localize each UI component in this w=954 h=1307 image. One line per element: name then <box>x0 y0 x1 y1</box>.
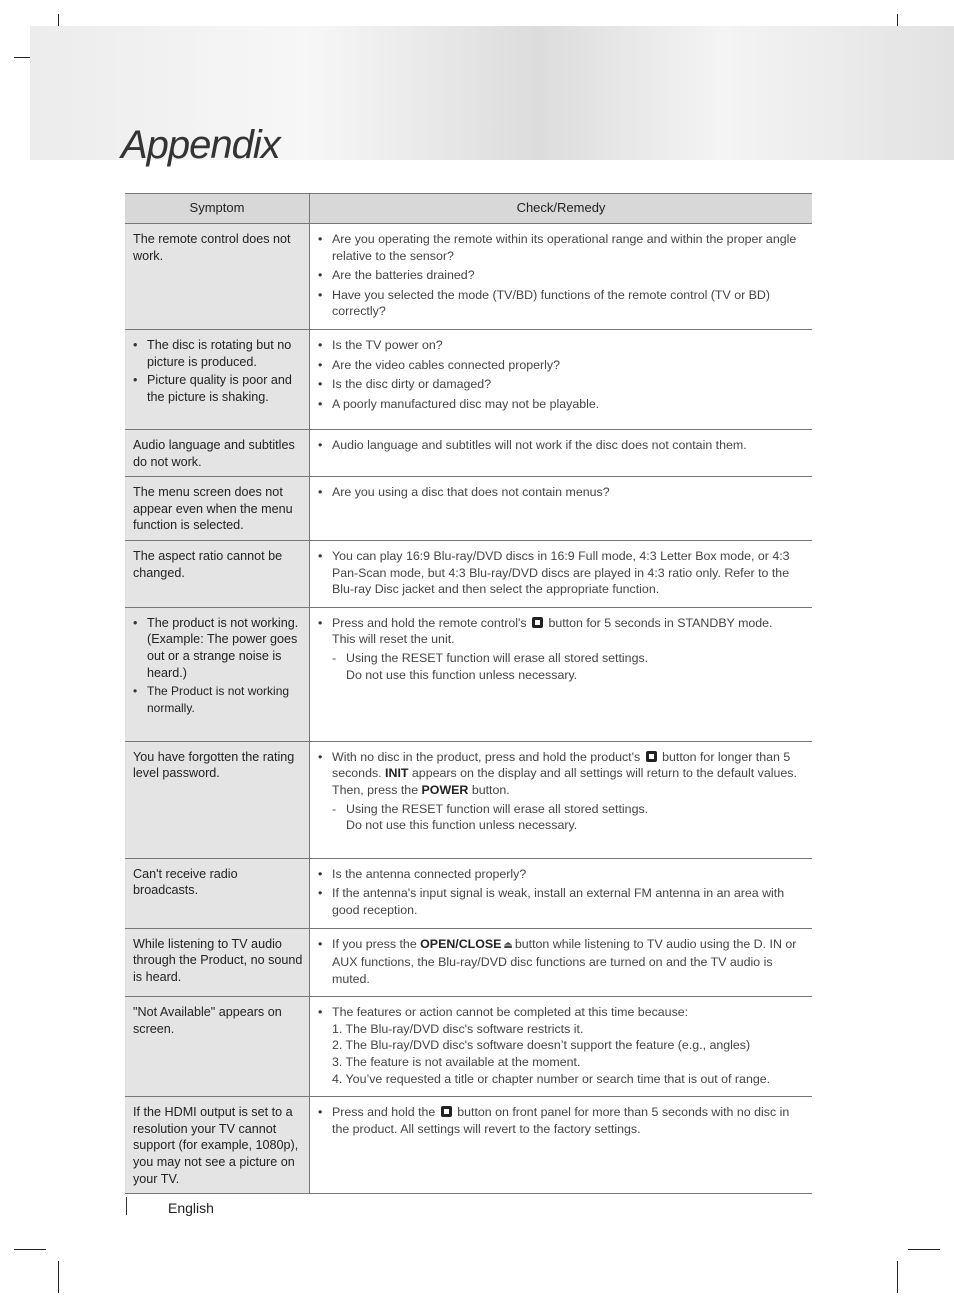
power-keyword: POWER <box>421 782 469 797</box>
crop-mark <box>897 1261 898 1293</box>
remedy-note: - Using the RESET function will erase all stored settings. Do not use this function unless necessary. <box>332 650 804 683</box>
crop-mark <box>58 1261 59 1293</box>
symptom-cell: Can't receive radio broadcasts. <box>125 858 310 928</box>
remedy-text: Then, press the <box>332 782 419 797</box>
list-item: • If the antenna's input signal is weak, install an external FM antenna in an area with good reception. <box>318 885 804 918</box>
remedy-cell <box>310 858 813 928</box>
remedy-header: Check/Remedy <box>310 194 813 224</box>
remedy-text: Press and hold the <box>332 1105 436 1120</box>
table-row <box>125 741 812 858</box>
reason-item: 4. You’ve requested a title or chapter number or search time that is out of range. <box>332 1071 771 1086</box>
symptom-header: Symptom <box>125 194 310 224</box>
crop-mark <box>14 1249 46 1250</box>
remedy-cell <box>310 607 813 741</box>
remedy-text: button for 5 seconds in STANDBY mode. <box>548 615 773 630</box>
remedy-text: button while listening to TV audio using the D. IN or AUX functions, the Blu-ray/DVD disc functions are turned on and the TV audio is muted. <box>332 936 797 986</box>
note-text: Do not use this function unless necessary. <box>346 667 578 682</box>
table-row <box>125 928 812 997</box>
note-text: Do not use this function unless necessary. <box>346 818 578 833</box>
remedy-cell <box>310 329 813 429</box>
stop-button-icon <box>532 617 543 628</box>
footer-language: English <box>168 1200 214 1216</box>
remedy-cell <box>310 429 813 476</box>
symptom-cell: You have forgotten the rating level password. <box>125 741 310 858</box>
symptom-cell: Audio language and subtitles do not work. <box>125 429 310 476</box>
remedy-text: appears on the display and all settings will return to the default values. <box>411 766 797 781</box>
remedy-text: Press and hold the remote control's <box>332 615 527 630</box>
stop-button-icon <box>441 1106 452 1117</box>
table-row <box>125 1097 812 1194</box>
table-row <box>125 429 812 476</box>
table-row <box>125 329 812 429</box>
list-item <box>318 936 804 988</box>
remedy-cell <box>310 741 813 858</box>
symptom-cell <box>125 607 310 741</box>
list-item: • Is the disc dirty or damaged? <box>318 376 804 393</box>
symptom-cell <box>125 329 310 429</box>
list-item: • Are you operating the remote within its operational range and within the proper angle relative to the sensor? <box>318 231 804 264</box>
table-row <box>125 997 812 1097</box>
remedy-text: button on front panel for more than 5 seconds with no disc in the product. All settings will revert to the factory settings. <box>332 1105 790 1136</box>
list-item: • The Product is not working normally. <box>133 683 303 716</box>
list-item: • Picture quality is poor and the picture is shaking. <box>133 372 303 405</box>
stop-button-icon <box>646 751 657 762</box>
remedy-text: If you press the <box>332 936 417 951</box>
symptom-cell: If the HDMI output is set to a resolution your TV cannot support (for example, 1080p), you may not see a picture on your TV. <box>125 1097 310 1194</box>
symptom-cell: While listening to TV audio through the Product, no sound is heard. <box>125 928 310 997</box>
symptom-text: • The product is not working. <box>147 615 299 630</box>
page-title: Appendix <box>121 123 280 167</box>
eject-icon: ⏏ <box>503 939 513 951</box>
list-item <box>318 1104 804 1137</box>
table-row <box>125 858 812 928</box>
table-row <box>125 607 812 741</box>
remedy-text: • The features or action cannot be completed at this time because: <box>332 1005 689 1020</box>
footer-divider <box>126 1197 127 1215</box>
remedy-note: - Using the RESET function will erase all stored settings. Do not use this function unless necessary. <box>332 801 804 834</box>
reason-item: 2. The Blu-ray/DVD disc's software doesn’t support the feature (e.g., angles) <box>332 1038 751 1053</box>
symptom-cell: The menu screen does not appear even when the menu function is selected. <box>125 477 310 541</box>
note-text: Using the RESET function will erase all stored settings. <box>346 801 649 816</box>
list-item: • Have you selected the mode (TV/BD) functions of the remote control (TV or BD) correctly? <box>318 287 804 320</box>
remedy-cell <box>310 1097 813 1194</box>
reason-item: 1. The Blu-ray/DVD disc's software restricts it. <box>332 1021 584 1036</box>
list-item: • The disc is rotating but no picture is produced. <box>133 337 303 370</box>
list-item: • A poorly manufactured disc may not be playable. <box>318 396 804 413</box>
list-item <box>133 615 303 681</box>
list-item: • Audio language and subtitles will not work if the disc does not contain them. <box>318 437 804 454</box>
remedy-cell <box>310 224 813 330</box>
list-item: • You can play 16:9 Blu-ray/DVD discs in 16:9 Full mode, 4:3 Letter Box mode, or 4:3 Pan-Scan mode, but 4:3 Blu-ray/DVD discs are played in 4:3 ratio only. Refer to the Blu-ray Disc jacket and then select the appropriate function. <box>318 548 804 598</box>
table-header-row <box>125 194 812 224</box>
list-item <box>318 615 804 683</box>
troubleshooting-table <box>125 193 812 1194</box>
reason-item: 3. The feature is not available at the moment. <box>332 1055 581 1070</box>
note-text: Using the RESET function will erase all stored settings. <box>346 650 649 665</box>
remedy-cell <box>310 540 813 607</box>
open-close-keyword: OPEN/CLOSE <box>420 936 502 951</box>
list-item: • Are the video cables connected properly? <box>318 357 804 374</box>
remedy-text: button for longer than 5 seconds. <box>332 749 791 781</box>
list-item: • Is the antenna connected properly? <box>318 866 804 883</box>
list-item: • Are the batteries drained? <box>318 267 804 284</box>
remedy-text: With no disc in the product, press and hold the product's <box>332 749 641 764</box>
symptom-cell: The remote control does not work. <box>125 224 310 330</box>
list-item: • Is the TV power on? <box>318 337 804 354</box>
symptom-example: (Example: The power goes out or a strange noise is heard.) <box>147 632 298 680</box>
table-row <box>125 540 812 607</box>
remedy-cell <box>310 477 813 541</box>
list-item <box>318 1004 804 1087</box>
remedy-text: This will reset the unit. <box>332 632 455 647</box>
init-keyword: INIT <box>385 766 409 781</box>
remedy-cell <box>310 928 813 997</box>
list-item <box>318 749 804 834</box>
crop-mark <box>908 1249 940 1250</box>
table-row <box>125 477 812 541</box>
remedy-text: button. <box>471 782 510 797</box>
symptom-cell: "Not Available" appears on screen. <box>125 997 310 1097</box>
table-row <box>125 224 812 330</box>
list-item: • Are you using a disc that does not contain menus? <box>318 484 804 501</box>
remedy-cell <box>310 997 813 1097</box>
symptom-cell: The aspect ratio cannot be changed. <box>125 540 310 607</box>
